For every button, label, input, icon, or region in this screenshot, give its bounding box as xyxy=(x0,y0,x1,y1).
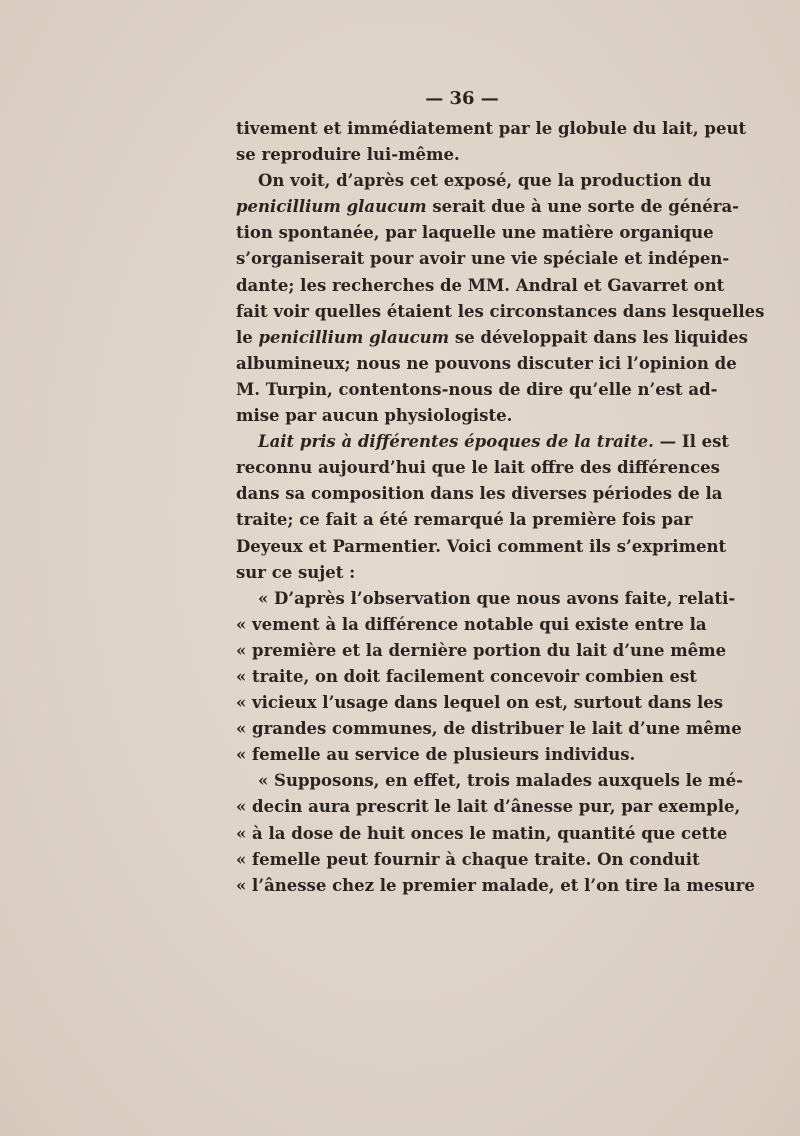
body-text xyxy=(236,116,765,899)
text-line: tion spontanée, par laquelle une matière organique xyxy=(236,223,714,243)
text-line: « vicieux l’usage dans lequel on est, surtout dans les xyxy=(236,693,724,713)
text-line: albumineux; nous ne pouvons discuter ici l’opinion de xyxy=(236,353,737,373)
text-line: « première et la dernière portion du lait d’une même xyxy=(236,640,727,660)
text-line xyxy=(236,194,740,220)
italic-term: penicillium glaucum xyxy=(258,327,450,347)
text-line: Deyeux et Parmentier. Voici comment ils s’expriment xyxy=(236,536,727,556)
text-segment: se développait dans les liquides xyxy=(449,327,748,347)
text-line: mise par aucun physiologiste. xyxy=(236,406,513,426)
text-line: reconnu aujourd’hui que le lait offre des différences xyxy=(236,458,720,478)
text-line: dans sa composition dans les diverses périodes de la xyxy=(236,484,723,504)
text-line: « traite, on doit facilement concevoir combien est xyxy=(236,666,697,686)
document-page xyxy=(236,86,765,899)
text-line xyxy=(236,429,730,455)
text-line: traite; ce fait a été remarqué la première fois par xyxy=(236,510,693,530)
text-line: « vement à la différence notable qui existe entre la xyxy=(236,614,707,634)
text-line: M. Turpin, contentons-nous de dire qu’elle n’est ad- xyxy=(236,379,718,399)
text-segment: le xyxy=(236,327,259,347)
text-segment: — Il est xyxy=(653,432,730,452)
text-line: s’organiserait pour avoir une vie spéciale et indépen- xyxy=(236,249,730,269)
text-line: « l’ânesse chez le premier malade, et l’on tire la mesure xyxy=(236,875,755,895)
page-number: — 36 — xyxy=(425,88,499,109)
text-line: fait voir quelles étaient les circonstances dans lesquelles xyxy=(236,301,765,321)
text-line: « grandes communes, de distribuer le lait d’une même xyxy=(236,719,742,739)
text-line: « D’après l’observation que nous avons faite, relati- xyxy=(258,588,736,608)
italic-term: Lait pris à différentes époques de la traite. xyxy=(258,432,654,452)
text-line: se reproduire lui-même. xyxy=(236,145,460,165)
text-line: « decin aura prescrit le lait d’ânesse pur, par exemple, xyxy=(236,797,741,817)
text-line: « à la dose de huit onces le matin, quantité que cette xyxy=(236,823,728,843)
text-segment: serait due à une sorte de généra- xyxy=(426,197,740,217)
text-line: « femelle peut fournir à chaque traite. On conduit xyxy=(236,849,700,869)
text-line: sur ce sujet : xyxy=(236,562,356,582)
text-line: On voit, d’après cet exposé, que la production du xyxy=(258,171,712,191)
text-line: dante; les recherches de MM. Andral et Gavarret ont xyxy=(236,275,725,295)
text-line: tivement et immédiatement par le globule du lait, peut xyxy=(236,119,747,138)
text-line: « Supposons, en effet, trois malades auxquels le mé- xyxy=(258,771,743,791)
text-line: « femelle au service de plusieurs individus. xyxy=(236,745,636,765)
italic-term: penicillium glaucum xyxy=(236,197,427,217)
text-line xyxy=(236,325,748,351)
